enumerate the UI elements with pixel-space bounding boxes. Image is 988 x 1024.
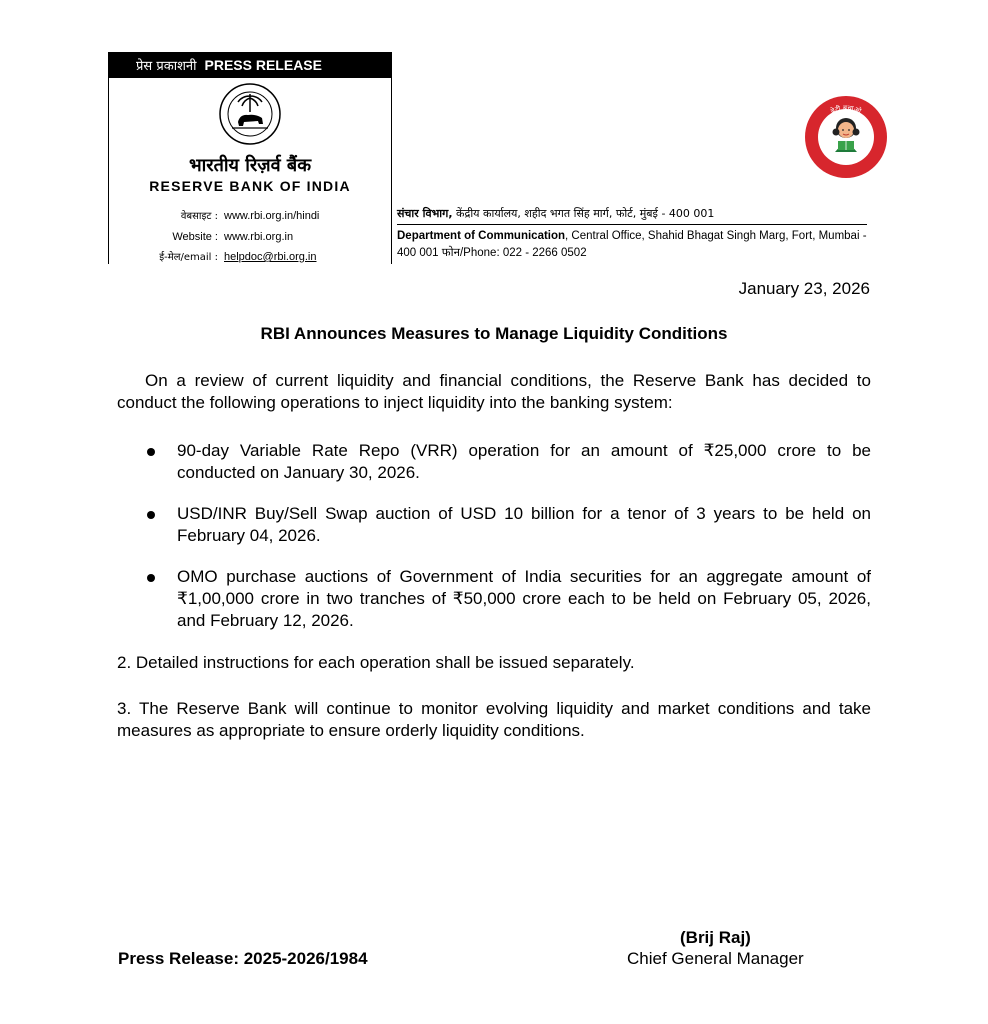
intro-paragraph: On a review of current liquidity and financial conditions, the Reserve Bank has decided to conduct the following operations to inject liquidity into the banking system: bbox=[117, 371, 871, 412]
bullet-icon bbox=[147, 574, 155, 582]
department-hindi bbox=[397, 206, 867, 225]
paragraph-3: 3. The Reserve Bank will continue to monitor evolving liquidity and market conditions and take measures as appropriate to ensure orderly liquidity conditions. bbox=[117, 699, 871, 740]
website-label: Website : bbox=[172, 231, 218, 243]
press-release-number: Press Release: 2025-2026/1984 bbox=[118, 949, 368, 968]
press-release-label: PRESS RELEASE bbox=[204, 57, 322, 73]
department-hindi-address: केंद्रीय कार्यालय, शहीद भगत सिंह मार्ग, फोर्ट, मुंबई - 400 001 bbox=[452, 207, 715, 220]
website-hindi-label: वेबसाइट : bbox=[180, 211, 218, 222]
bullet-item: USD/INR Buy/Sell Swap auction of USD 10 billion for a tenor of 3 years to be held on February 04, 2026. bbox=[177, 504, 871, 545]
press-release-bar bbox=[108, 52, 391, 78]
email-label: ई-मेल/email : bbox=[159, 252, 218, 263]
signatory-name: (Brij Raj) bbox=[680, 928, 751, 947]
bank-name-english: RESERVE BANK OF INDIA bbox=[149, 178, 351, 194]
page-title: RBI Announces Measures to Manage Liquidity Conditions bbox=[260, 324, 728, 343]
paragraph-2: 2. Detailed instructions for each operation shall be issued separately. bbox=[117, 653, 635, 672]
website-hindi-link[interactable]: www.rbi.org.in/hindi bbox=[224, 210, 320, 222]
bullet-item: 90-day Variable Rate Repo (VRR) operation for an amount of ₹25,000 crore to be conducted on January 30, 2026. bbox=[177, 441, 871, 482]
department-hindi-name: संचार विभाग, bbox=[397, 207, 453, 220]
department-english bbox=[397, 228, 867, 262]
release-date: January 23, 2026 bbox=[738, 279, 870, 298]
department-address bbox=[397, 206, 867, 262]
signatory-designation: Chief General Manager bbox=[627, 949, 804, 968]
email-link[interactable]: helpdoc@rbi.org.in bbox=[224, 251, 317, 263]
logo-bottom-text: बेटी पढ़ाओ bbox=[831, 153, 861, 165]
logo-top-text: बेटी बचाओ bbox=[829, 103, 863, 116]
rbi-emblem-icon bbox=[218, 82, 282, 146]
bank-name-hindi: भारतीय रिज़र्व बैंक bbox=[188, 155, 312, 176]
contact-block bbox=[108, 206, 390, 268]
department-english-name: Department of Communication bbox=[397, 230, 566, 242]
bullet-icon bbox=[147, 448, 155, 456]
department-english-address: , Central Office, Shahid Bhagat Singh Marg, Fort, Mumbai - 400 001 फोन/Phone: 022 - 2266 0502 bbox=[397, 230, 867, 259]
bullet-icon bbox=[147, 511, 155, 519]
press-release-label-hindi: प्रेस प्रकाशनी bbox=[136, 59, 197, 74]
bullet-item: OMO purchase auctions of Government of India securities for an aggregate amount of ₹1,00,000 crore in two tranches of ₹50,000 crore each to be held on February 05, 2026, and February 12, 2026. bbox=[177, 567, 871, 630]
beti-bachao-logo bbox=[803, 94, 889, 180]
website-link[interactable]: www.rbi.org.in bbox=[224, 231, 294, 243]
